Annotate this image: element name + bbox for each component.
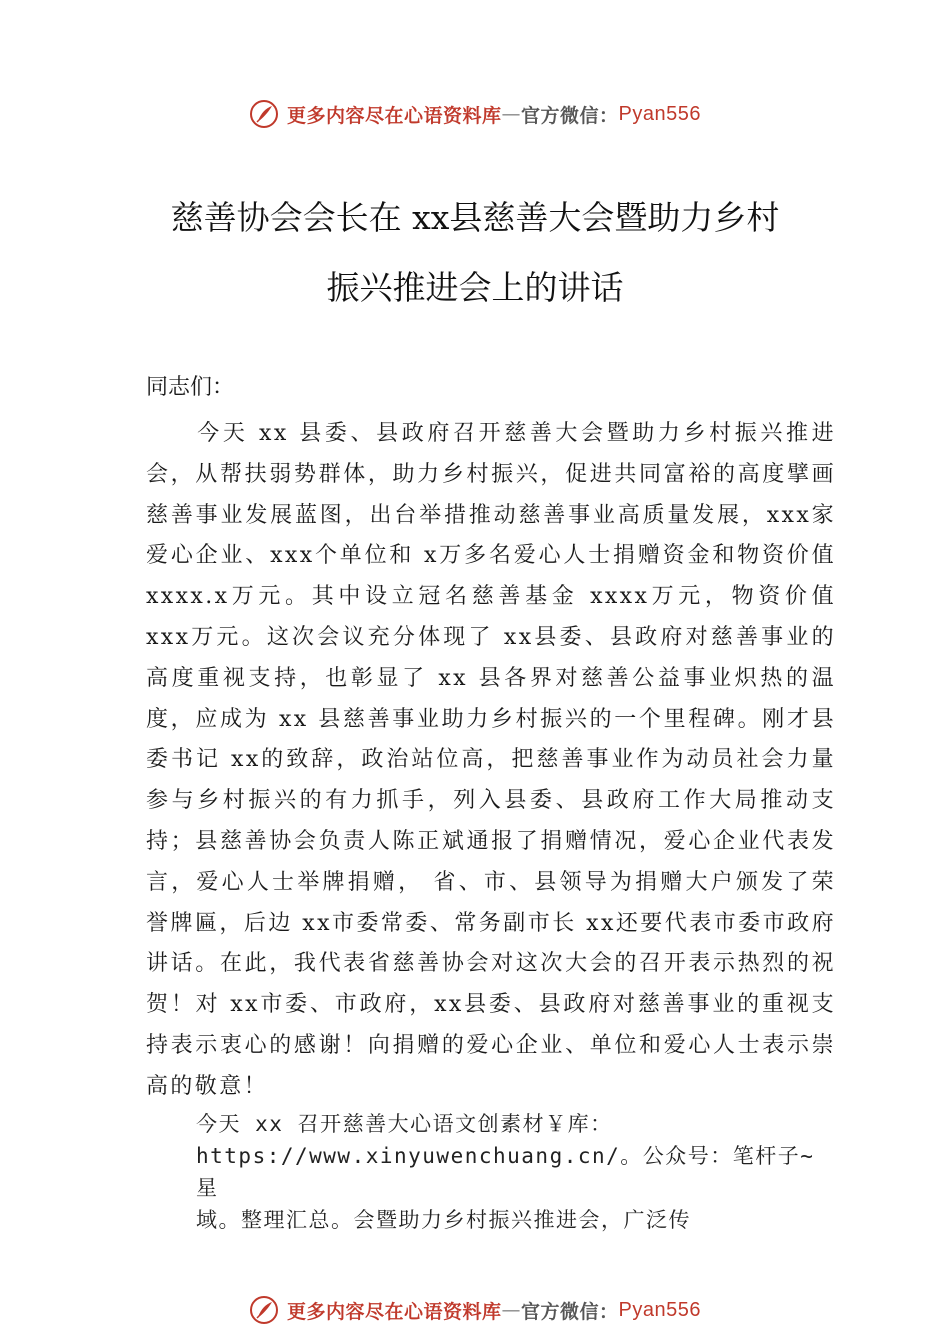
- document-title-line-1: 慈善协会会长在 xx县慈善大会暨助力乡村: [170, 198, 780, 237]
- document-title-line-2: 振兴推进会上的讲话: [326, 268, 624, 307]
- banner-text-main: 更多内容尽在心语资料库: [287, 1300, 502, 1323]
- body-paragraph-1: [146, 414, 836, 1108]
- banner-handle: Pyan556: [618, 1298, 701, 1321]
- body-paragraph-2: 今天 xx 召开慈善大心语文创素材￥库： https://www.xinyuwenchuang.cn/。公众号：笔杆子~星 域。整理汇总。会暨助力乡村振兴推进会，广泛传: [196, 1112, 815, 1232]
- body-paragraph-1-text: 今天 xx 县委、县政府召开慈善大会暨助力乡村振兴推进会，从帮扶弱势群体，助力乡村振兴，促进共同富裕的高度擘画慈善事业发展蓝图，出台举措推动慈善事业高质量发展，xxx家爱心企业、xxx个单位和 x万多名爱心人士捐赠资金和物资价值 xxxx.x万元。其中设立冠名慈善基金 xxxx万元，物资价值 xxx万元。这次会议充分体现了 xx县委、县政府对慈善事业的高度重视支持，也彰显了 xx 县各界对慈善公益事业炽热的温度，应成为 xx 县慈善事业助力乡村振兴的一个里程碑。刚才县委书记 xx的致辞，政治站位高，把慈善事业作为动员社会力量参与乡村振兴的有力抓手，列入县委、县政府工作大局推动支持；县慈善协会负责人陈正斌通报了捐赠情况，爱心企业代表发言，爱心人士举牌捐赠， 省、市、县领导为捐赠大户颁发了荣誉牌匾，后边 xx市委常委、常务副市长 xx还要代表市委市政府讲话。在此，我代表省慈善协会对这次大会的召开表示热烈的祝贺！对 xx市委、市政府，xx县委、县政府对慈善事业的重视支持表示衷心的感谢！向捐赠的爱心企业、单位和爱心人士表示崇高的敬意！: [146, 421, 836, 1099]
- banner-text-wechat: 官方微信：: [521, 1300, 619, 1323]
- header-watermark-banner: [0, 92, 950, 136]
- banner-handle: Pyan556: [618, 102, 701, 125]
- feather-logo-icon: [249, 99, 279, 129]
- salutation: 同志们：: [146, 375, 235, 400]
- footer-watermark-banner: [0, 1288, 950, 1332]
- feather-logo-icon: [249, 1295, 279, 1325]
- banner-dash: —: [501, 103, 522, 125]
- banner-text-wechat: 官方微信：: [521, 104, 619, 127]
- banner-dash: —: [501, 1299, 522, 1321]
- banner-text-main: 更多内容尽在心语资料库: [287, 104, 502, 127]
